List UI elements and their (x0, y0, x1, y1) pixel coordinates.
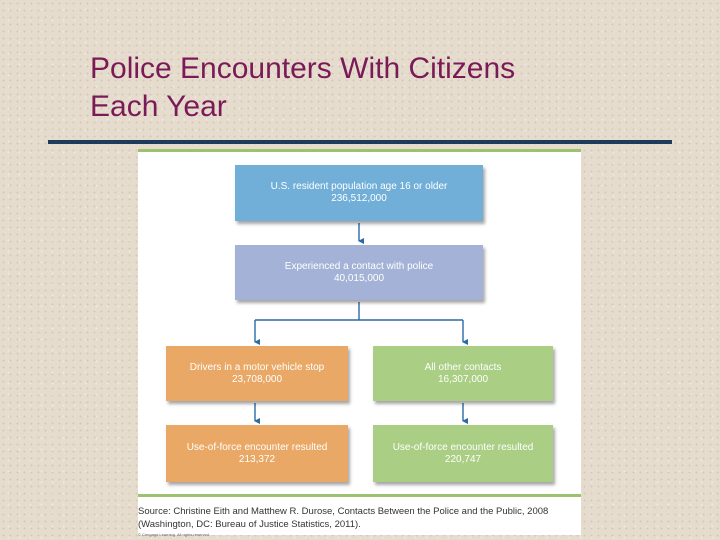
population-value: 236,512,000 (331, 193, 387, 204)
other-contacts-box (373, 346, 553, 401)
traffic-force-box (166, 425, 348, 482)
population-label: U.S. resident population age 16 or older (270, 181, 448, 192)
other-force-value: 220,747 (444, 453, 482, 465)
traffic-stop-box (166, 346, 348, 401)
traffic-stop-label: Drivers in a motor vehicle stop (189, 361, 325, 373)
traffic-force-value: 213,372 (238, 453, 276, 465)
source-line-1: Source: Christine Eith and Matthew R. Durose, Contacts Between the Police and the Public, 2008 (138, 506, 549, 517)
police-contact-value: 40,015,000 (333, 272, 385, 284)
other-force-label: Use-of-force encounter resulted (392, 441, 534, 453)
other-contacts-label: All other contacts (424, 361, 502, 373)
flowchart-figure (138, 149, 581, 535)
other-contacts-value: 16,307,000 (437, 373, 489, 385)
title-line-1: Police Encounters With Citizens (90, 52, 516, 85)
copyright-notice: © Cengage Learning. All rights reserved. (138, 532, 211, 537)
figure-bottom-divider (138, 494, 581, 497)
other-force-box (373, 425, 553, 482)
police-contact-label: Experienced a contact with police (284, 260, 434, 272)
slide-title (90, 50, 690, 126)
traffic-force-label: Use-of-force encounter resulted (186, 441, 328, 453)
traffic-stop-value: 23,708,000 (231, 373, 283, 385)
source-citation (138, 505, 581, 531)
police-contact-box (235, 245, 483, 300)
title-line-2: Each Year (90, 90, 227, 123)
source-line-2: (Washington, DC: Bureau of Justice Statistics, 2011). (138, 519, 361, 530)
population-box (235, 165, 483, 221)
title-divider (48, 140, 672, 144)
